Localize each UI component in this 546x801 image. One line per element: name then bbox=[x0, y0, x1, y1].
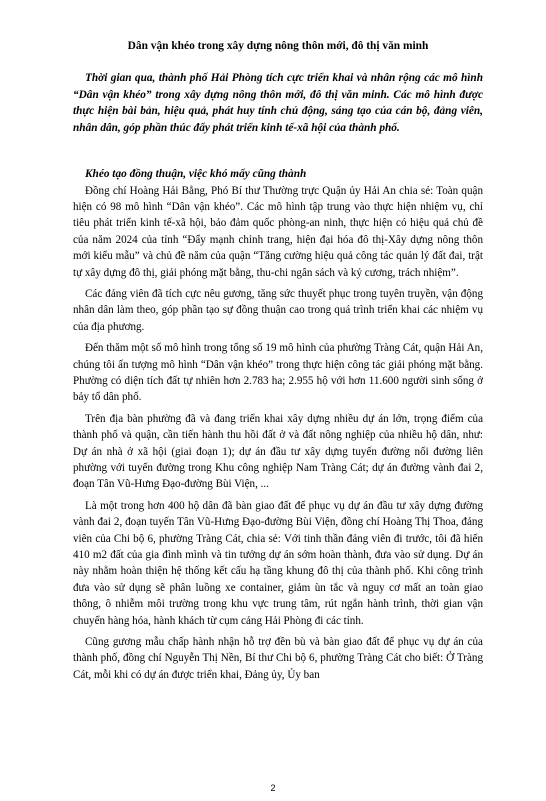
body-paragraph: Là một trong hơn 400 hộ dân đã bàn giao đất để phục vụ dự án đầu tư xây dựng đường vành đai 2, đoạn tuyến Tân Vũ-Hưng Đạo-đường Bùi Viện, đồng chí Hoàng Thị Thoa, đảng viên của Chi bộ 6, phường Tràng Cát, chia sẻ: Với tinh thần đảng viên đi trước, tôi đã hiến 410 m2 đất của gia đình mình và tin tưởng dự án sớm hoàn thành, đưa vào sử dụng. Dự án này nhằm hoàn thiện hệ thống kết cấu hạ tầng khung đô thị của thành phố. Khi công trình đưa vào sử dụng sẽ phân luồng xe container, giảm ùn tắc và nguy cơ mất an toàn giao thông, ô nhiễm môi trường trong khu vực trung tâm, rút ngắn hành trình, thời gian vận chuyển hàng hóa, hành khách từ cụm cảng Hải Phòng đi các tỉnh. bbox=[73, 499, 483, 627]
body-paragraph: Trên địa bàn phường đã và đang triển khai xây dựng nhiều dự án lớn, trọng điểm của thành phố và quận, cần tiến hành thu hồi đất ở và đất nông nghiệp của nhiều hộ dân, như: Dự án nhà ở xã hội (giai đoạn 1); dự án đầu tư xây dựng tuyến đường nối đường liên phường với tuyến đường trong Khu công nghiệp Nam Tràng Cát; dự án đường vành đai 2, đoạn Tân Vũ-Hưng Đạo-đường Bùi Viện, ... bbox=[73, 412, 483, 491]
page-number: 2 bbox=[270, 783, 276, 793]
document-page bbox=[73, 29, 483, 688]
body-paragraph: Đồng chí Hoàng Hải Bằng, Phó Bí thư Thường trực Quận ủy Hải An chia sẻ: Toàn quận hiện có 98 mô hình “Dân vận khéo”. Các mô hình tập trung vào thực hiện nhiệm vụ, chỉ tiêu phát triển kinh tế-xã hội, bảo đảm quốc phòng-an ninh, thực hiện có hiệu quả chủ đề của năm 2024 của tỉnh “Đẩy mạnh chỉnh trang, hiện đại hóa đô thị-Xây dựng nông thôn mới kiểu mẫu” và chủ đề năm của quận “Tăng cường hiệu quả công tác quản lý đất đai, trật tự xây dựng đô thị, giải phóng mặt bằng, thu-chi ngân sách và kỷ cương, trách nhiệm”. bbox=[73, 184, 483, 279]
document-title: Dân vận khéo trong xây dựng nông thôn mới, đô thị văn minh bbox=[127, 40, 429, 52]
body-paragraph: Cũng gương mẫu chấp hành nhận hỗ trợ đền bù và bàn giao đất để phục vụ dự án của thành phố, đồng chí Nguyễn Thị Nền, Bí thư Chi bộ 6, phường Tràng Cát cho biết: Ở Tràng Cát, mỗi khi có dự án được triển khai, Đảng ủy, Ủy ban bbox=[73, 636, 483, 681]
body-paragraph: Các đảng viên đã tích cực nêu gương, tăng sức thuyết phục trong tuyên truyền, vận động nhân dân làm theo, góp phần tạo sự đồng thuận cao trong quá trình triển khai các nhiệm vụ của địa phương. bbox=[73, 287, 483, 333]
lead-paragraph: Thời gian qua, thành phố Hải Phòng tích cực triển khai và nhân rộng các mô hình “Dân vận khéo” trong xây dựng nông thôn mới, đô thị văn minh. Các mô hình được thực hiện bài bản, hiệu quả, phát huy tính chủ động, sáng tạo của cán bộ, đảng viên, nhân dân, góp phần thúc đẩy phát triển kinh tế-xã hội của thành phố. bbox=[73, 72, 483, 134]
section-heading: Khéo tạo đồng thuận, việc khó mấy cũng thành bbox=[85, 168, 307, 180]
body-paragraph: Đến thăm một số mô hình trong tổng số 19 mô hình của phường Tràng Cát, quận Hải An, chúng tôi ấn tượng mô hình “Dân vận khéo” trong thực hiện công tác giải phóng mặt bằng. Phường có diện tích đất tự nhiên hơn 2.783 ha; 2.955 hộ với hơn 11.600 người sinh sống ở bảy tổ dân phố. bbox=[73, 342, 483, 404]
